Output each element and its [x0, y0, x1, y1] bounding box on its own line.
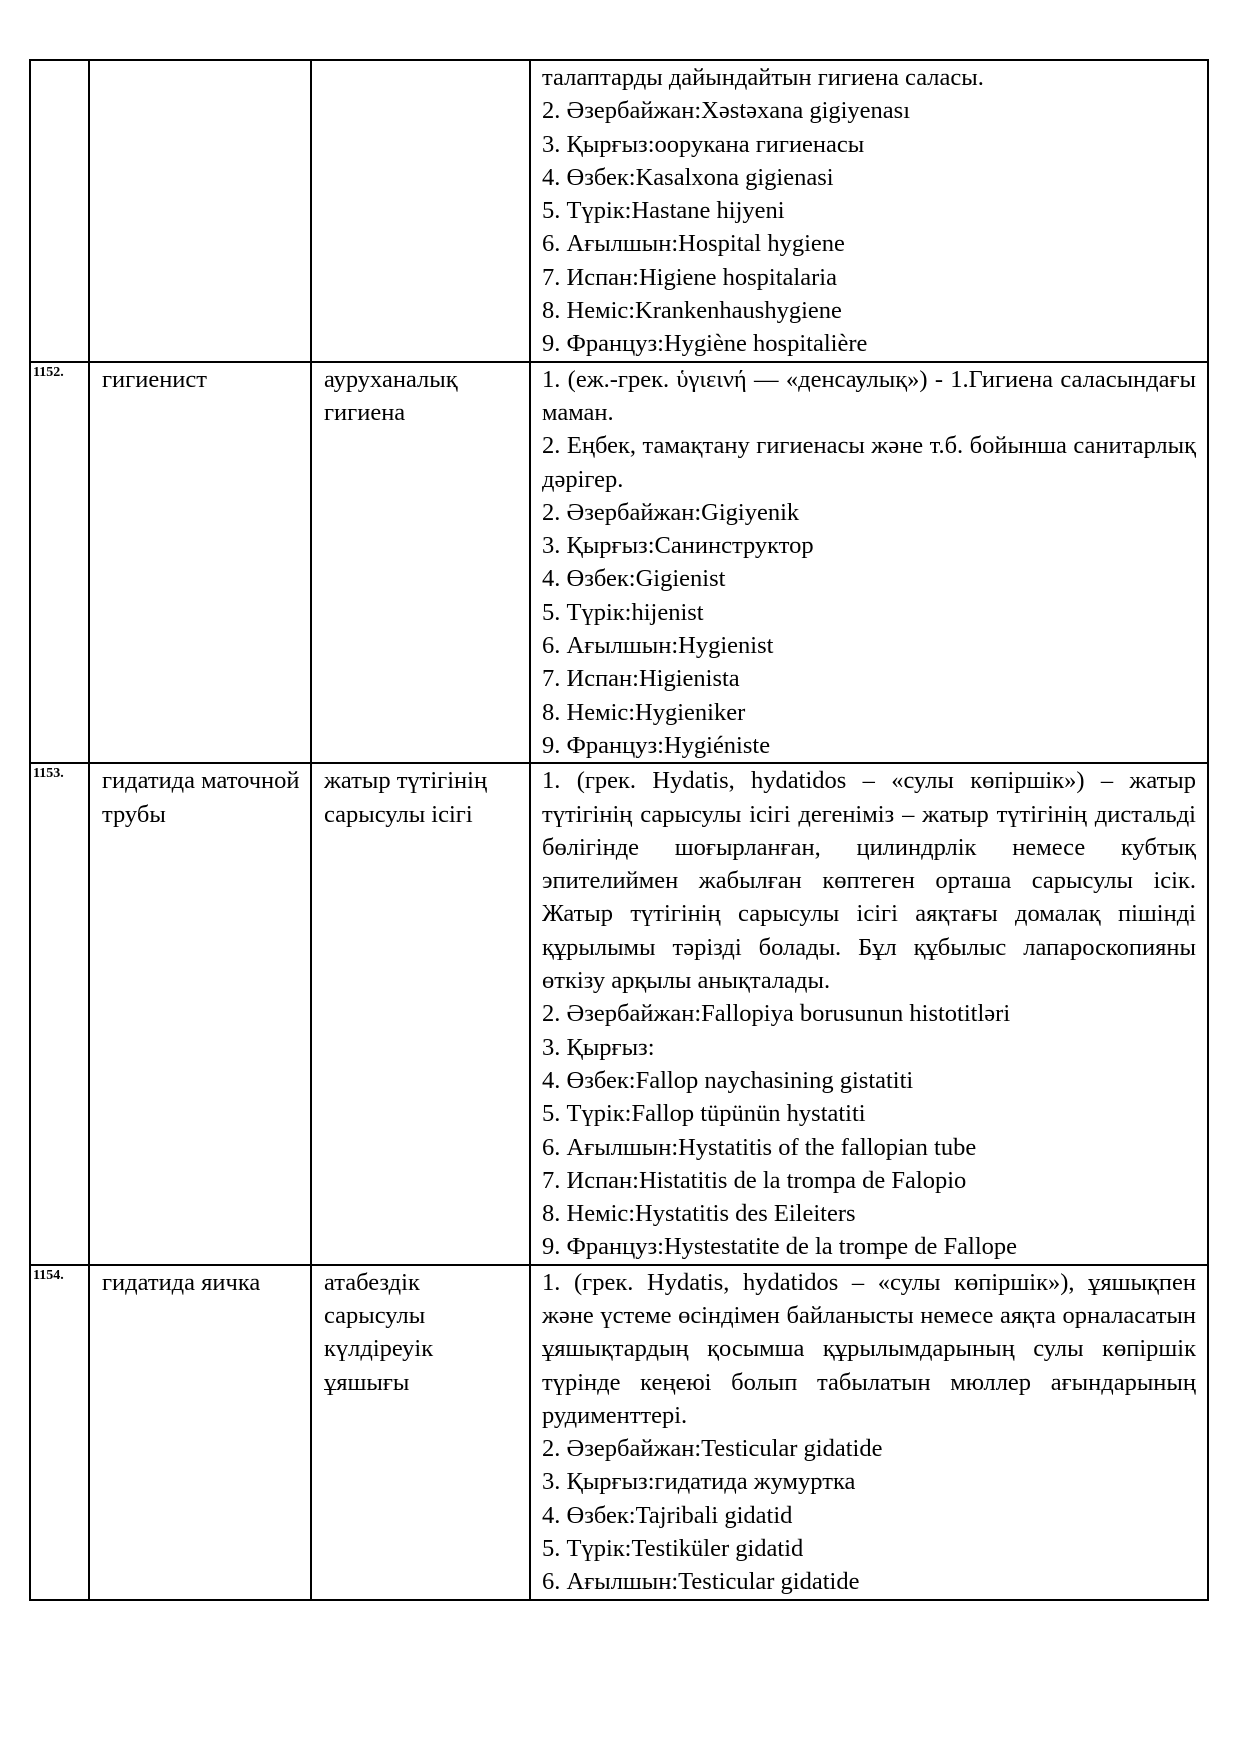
table-row: [30, 60, 1208, 362]
translation-line: 2. Әзербайжан:Testicular gidatide: [542, 1435, 883, 1463]
entry-number-cell: [30, 362, 89, 764]
translation-line: 2. Әзербайжан:Gigiyenik: [542, 498, 800, 526]
translation-line: 9. Француз:Hygiéniste: [542, 731, 771, 759]
translation-line: 3. Қырғыз:гидатида жумуртка: [542, 1468, 856, 1496]
definition-cell: [530, 60, 1208, 362]
russian-term-cell: [89, 763, 311, 1264]
kazakh-term-cell: [311, 60, 530, 362]
translation-line: талаптарды дайындайтын гигиена саласы.: [542, 64, 984, 91]
translation-line: 6. Ағылшын:Hygienist: [542, 632, 774, 660]
translation-line: 2. Әзербайжан:Xəstəxana gigiyenası: [542, 97, 911, 125]
russian-term: гигиенист: [102, 365, 207, 393]
russian-term-cell: [89, 362, 311, 764]
entry-number: 1153.: [33, 766, 64, 782]
entry-number-cell: [30, 763, 89, 1264]
table-row: [30, 362, 1208, 764]
translation-line: 8. Неміс:Hygieniker: [542, 698, 746, 726]
kazakh-term: атабездік сарысулы күлдіреуік ұяшығы: [324, 1268, 434, 1396]
translation-line: 5. Түрік:Hastane hijyeni: [542, 197, 785, 225]
definition-paragraph: 1. (грек. Hydatis, hydatidos – «сулы көпіршік») – жатыр түтігінің сарысулы ісігі дегеніміз – жатыр түтігінің дистальді бөлігінде шоғырланған, цилиндрлік немесе кубтық эпителиймен жабылған көптеген орташа сарысулы ісік. Жатыр түтігінің сарысулы ісігі аяқтағы домалақ пішінді құрылымы тәрізді болады. Бұл құбылыс лапароскопияны өткізу арқылы анықталады.: [542, 767, 1196, 995]
definition-paragraph: 1. (грек. Hydatis, hydatidos – «сулы көпіршік»), ұяшықпен және үстеме өсіндімен байланысты немесе аяқта орналасатын ұяшықтардың қосымша құрылымдарының сулы көпіршік түрінде кеңеюі болып табылатын мюллер ағындарының рудименттері.: [542, 1268, 1196, 1429]
russian-term-cell: [89, 1265, 311, 1600]
entry-number: [31, 61, 88, 62]
translation-line: 5. Түрік:hijenist: [542, 598, 704, 626]
translation-line: 6. Ағылшын:Testicular gidatide: [542, 1568, 860, 1596]
translation-line: 6. Ағылшын:Hystatitis of the fallopian tube: [542, 1133, 977, 1161]
definition-paragraph: 1. (еж.-грек. ὑγιεινή — «денсаулық») - 1.Гигиена саласындағы маман.: [542, 365, 1196, 426]
russian-term-cell: [89, 60, 311, 362]
translation-line: 4. Өзбек:Kasalxona gigienasi: [542, 163, 834, 191]
entry-number-cell: [30, 60, 89, 362]
translation-line: 5. Түрік:Fallop tüpünün hystatiti: [542, 1100, 866, 1128]
table-row: [30, 763, 1208, 1264]
kazakh-term-cell: [311, 763, 530, 1264]
translation-line: 7. Испан:Higiene hospitalaria: [542, 263, 837, 291]
kazakh-term-cell: [311, 1265, 530, 1600]
entry-number: 1154.: [33, 1267, 64, 1283]
translation-line: 9. Француз:Hystestatite de la trompe de Fallope: [542, 1233, 1018, 1261]
russian-term: гидатида маточной трубы: [102, 767, 300, 828]
translation-line: 8. Неміс:Krankenhaushygiene: [542, 297, 842, 325]
translation-line: 3. Қырғыз:Санинструктор: [542, 532, 814, 560]
definition-cell: [530, 763, 1208, 1264]
translation-line: 5. Түрік:Testiküler gidatid: [542, 1535, 804, 1563]
translation-line: 4. Өзбек:Fallop naychasining gistatiti: [542, 1066, 914, 1094]
translation-line: 7. Испан:Higienista: [542, 665, 740, 693]
entry-number: 1152.: [33, 364, 64, 380]
kazakh-term: жатыр түтігінің сарысулы ісігі: [324, 767, 488, 828]
translation-line: 8. Неміс:Hystatitis des Eileiters: [542, 1200, 856, 1228]
table-row: [30, 1265, 1208, 1600]
definition-paragraph: 2. Еңбек, тамақтану гигиенасы және т.б. бойынша санитарлық дәрігер.: [542, 432, 1196, 493]
translation-line: 2. Әзербайжан:Fallopiya borusunun histotitləri: [542, 1000, 1011, 1028]
russian-term: гидатида яичка: [102, 1268, 261, 1296]
kazakh-term: ауруханалық гигиена: [324, 365, 458, 426]
translation-line: 4. Өзбек:Tajribali gidatid: [542, 1501, 793, 1529]
translation-line: 3. Қырғыз:оорукана гигиенасы: [542, 130, 865, 158]
definition-cell: [530, 1265, 1208, 1600]
dictionary-table: [29, 59, 1209, 1601]
translation-line: 9. Француз:Hygiène hospitalière: [542, 330, 868, 358]
translation-line: 3. Қырғыз:: [542, 1033, 655, 1061]
entry-number-cell: [30, 1265, 89, 1600]
definition-cell: [530, 362, 1208, 764]
translation-line: 7. Испан:Histatitis de la trompa de Falopio: [542, 1166, 967, 1194]
kazakh-term-cell: [311, 362, 530, 764]
translation-line: 4. Өзбек:Gigienist: [542, 565, 726, 593]
translation-line: 6. Ағылшын:Hospital hygiene: [542, 230, 845, 258]
